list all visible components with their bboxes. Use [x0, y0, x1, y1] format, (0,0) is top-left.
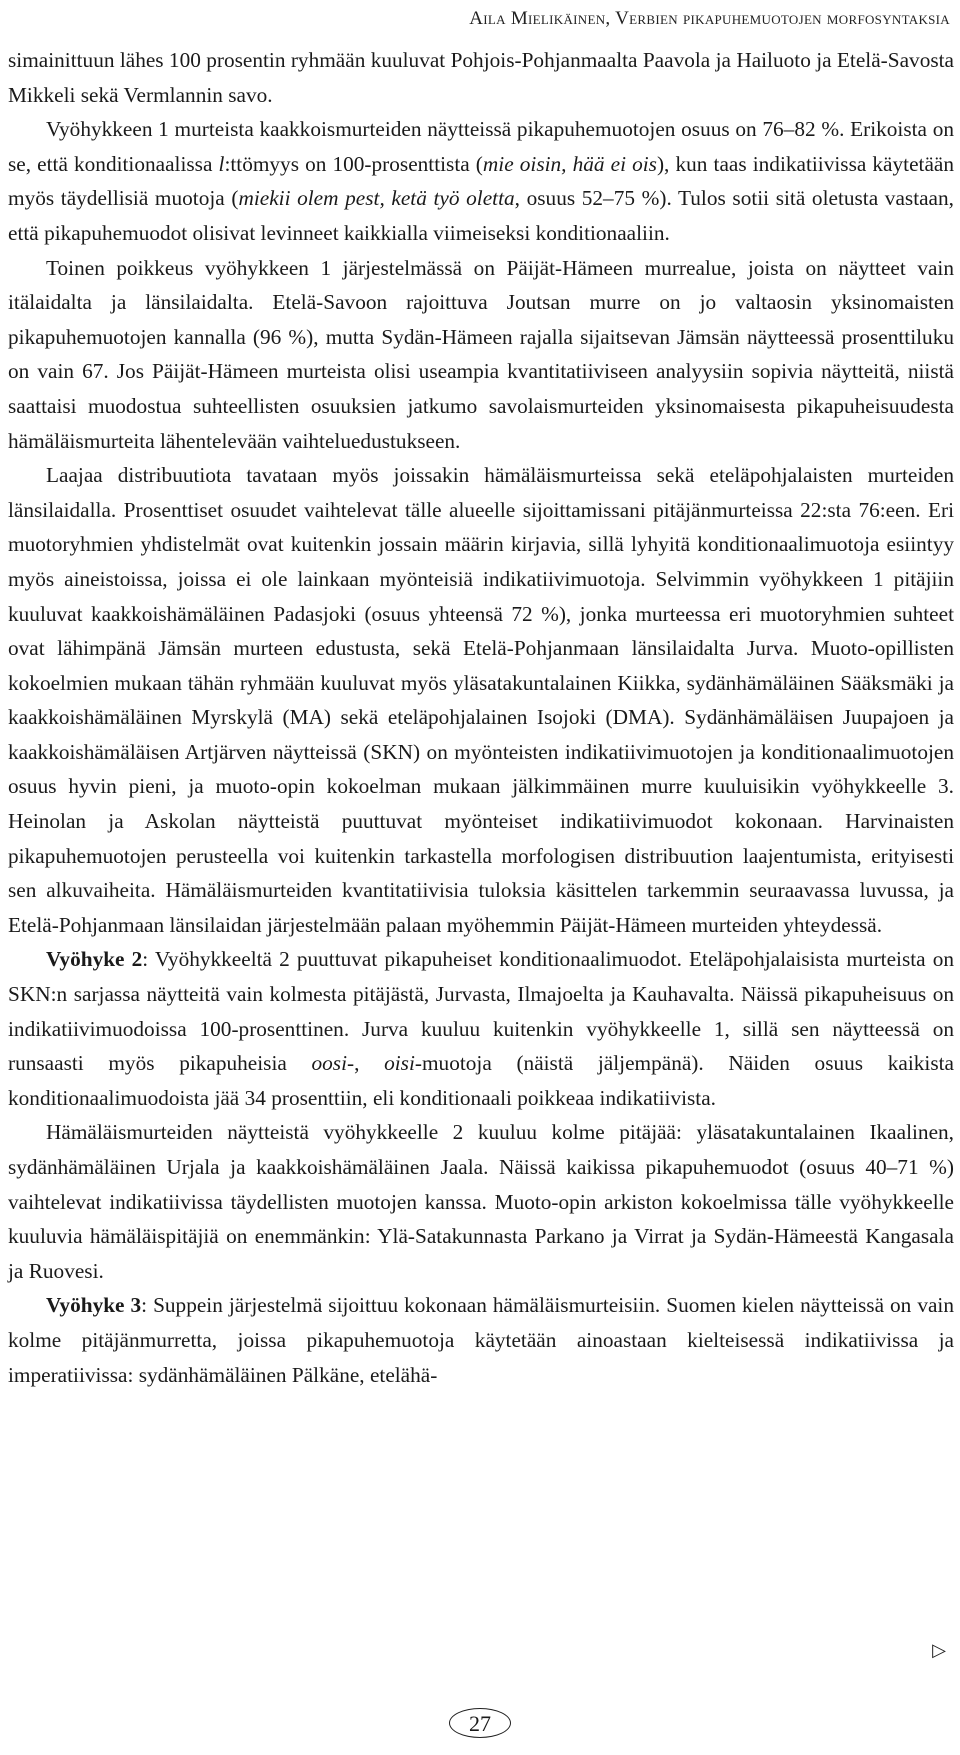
paragraph-2: [8, 112, 954, 250]
paragraph-1: simainittuun lähes 100 prosentin ryhmään kuuluvat Pohjois-Pohjanmaalta Paavola ja Hailuoto ja Etelä-Savosta Mikkeli sekä Vermlannin savo.: [8, 48, 954, 107]
text-run: ), kun taas indikatiivissa käytetään myös täydellisiä muotoja (: [8, 151, 955, 211]
italic-run: l: [218, 151, 225, 176]
text-run: : Suppein järjestelmä sijoittuu kokonaan hämäläismurteisiin. Suomen kielen näytteissä on vain kolme pitäjänmurretta, joissa pikapuhemuotoja käytetään ainoastaan kielteisessä indikatiivissa ja imperatiivissa: sydänhämäläinen Pälkäne, etelähä-: [8, 1293, 954, 1387]
zone-heading: Vyöhyke 3: [46, 1293, 142, 1318]
italic-example: oisi-: [384, 1051, 422, 1076]
body-text: [8, 43, 954, 1392]
running-header: Aila Mielikäinen, Verbien pikapuhemuotojen morfosyntaksia: [469, 8, 950, 29]
paragraph-5: [8, 942, 954, 1115]
text-run: muotoja (näistä jäljempänä). Näiden osuus kaikista konditionaalimuodoista jää 34 prosenttiin, eli konditionaali poikkeaa indikatiivista.: [8, 1051, 954, 1110]
italic-example: miekii olem pest, ketä työ oletta: [238, 186, 515, 211]
continue-triangle-icon: ▷: [932, 1640, 946, 1660]
text-run: :ttömyys on 100-prosenttista (: [224, 151, 483, 176]
text-run: : Vyöhykkeeltä 2 puuttuvat pikapuheiset konditionaalimuodot. Eteläpohjalaisista murteista on SKN:n sarjassa näytteitä vain kolmesta pitäjästä, Jurvasta, Ilmajoelta ja Kauhavalta. Näissä pikapuheisuus on indikatiivimuodoissa 100-prosenttinen. Jurva kuuluu kuitenkin vyöhykkeelle 1, sillä sen näytteessä on runsaasti myös pikapuheisia: [8, 947, 955, 1076]
page-number: 27: [449, 1708, 511, 1738]
paragraph-6: Hämäläismurteiden näytteistä vyöhykkeelle 2 kuuluu kolme pitäjää: yläsatakuntalainen Ikaalinen, sydänhämäläinen Urjala ja kaakkoishämäläinen Jaala. Näissä kaikissa pikapuhemuodot (osuus 40–71 %) vaihtelevat indikatiivissa täydellisten muotojen kanssa. Muoto-opin arkiston kokoelmissa tälle vyöhykkeelle kuuluvia hämäläispitäjiä on enemmänkin: Ylä-Satakunnasta Parkano ja Virrat ja Sydän-Hämeestä Kangasala ja Ruovesi.: [8, 1120, 954, 1283]
zone-heading: Vyöhyke 2: [46, 947, 143, 972]
text-run: , osuus 52–75 %). Tulos sotii sitä oletusta vastaan, että pikapuhemuodot olisivat levinneet kaikkialla viimeiseksi konditionaaliin.: [8, 186, 954, 245]
italic-example: oosi-: [311, 1051, 355, 1076]
italic-example: mie oisin, hää ei ois: [482, 151, 657, 176]
text-run: Vyöhykkeen 1 murteista kaakkoismurteiden näytteissä pikapuhemuotojen osuus on 76–82 %. Erikoista on se, että konditionaalissa: [8, 117, 954, 176]
paragraph-3: Toinen poikkeus vyöhykkeen 1 järjestelmässä on Päijät-Hämeen murrealue, joista on näytteet vain itälaidalta ja länsilaidalta. Etelä-Savoon rajoittuva Joutsan murre on jo valtaosin yksinomaisten pikapuhemuotojen kannalla (96 %), mutta Sydän-Hämeen rajalla sijaitsevan Jämsän näytteessä prosenttiluku on vain 67. Jos Päijät-Hämeen murteista olisi useampia kvantitatiiviseen analyysiin sopivia näytteitä, niistä saattaisi muodostua suhteellisten osuuksien jatkumo savolaismurteiden yksinomaisesta pikapuheisuudesta hämäläismurteita lähentelevään vaihteluedustukseen.: [8, 255, 954, 453]
paragraph-4: Laajaa distribuutiota tavataan myös joissakin hämäläismurteissa sekä eteläpohjalaisten murteiden länsilaidalla. Prosenttiset osuudet vaihtelevat tälle alueelle sijoittamissani pitäjänmurteissa 22:sta 76:een. Eri muotoryhmien yhdistelmät ovat kuitenkin jossain määrin kirjavia, sillä lyhyitä konditionaalimuotoja esiintyy myös aineistoissa, joissa ei ole lainkaan myönteisiä indikatiivimuotoja. Selvimmin vyöhykkeen 1 pitäjiin kuuluvat kaakkoishämäläinen Padasjoki (osuus yhteensä 72 %), jonka murteessa eri muotoryhmien suhteet ovat lähimpänä Jämsän murteen edustusta, sekä Etelä-Pohjanmaan länsilaidalta Jurva. Muoto-opillisten kokoelmien mukaan tähän ryhmään kuuluvat myös yläsatakuntalainen Kiikka, sydänhämäläinen Sääksmäki ja kaakkoishämäläinen Myrskylä (MA) sekä eteläpohjalainen Isojoki (DMA). Sydänhämäläisen Juupajoen ja kaakkoishämäläisen Artjärven näytteissä (SKN) on myönteisten indikatiivimuotojen ja konditionaalimuotojen osuus hyvin pieni, ja muoto-opin kokoelman mukaan jälkimmäinen murre kuuluisikin vyöhykkeelle 3. Heinolan ja Askolan näytteistä puuttuvat myönteiset indikatiivimuodot kokonaan. Harvinaisten pikapuhemuotojen perusteella voi kuitenkin tarkastella morfologisen distribuution laajentumista, erityisesti sen alkuvaiheita. Hämäläismurteiden kvantitatiivisia tuloksia käsittelen tarkemmin seuraavassa luvussa, ja Etelä-Pohjanmaan länsilaidan järjestelmään palaan myöhemmin Päijät-Hämeen murteiden yhteydessä.: [8, 463, 954, 937]
paragraph-7: [8, 1288, 954, 1392]
text-run: ,: [354, 1051, 385, 1076]
